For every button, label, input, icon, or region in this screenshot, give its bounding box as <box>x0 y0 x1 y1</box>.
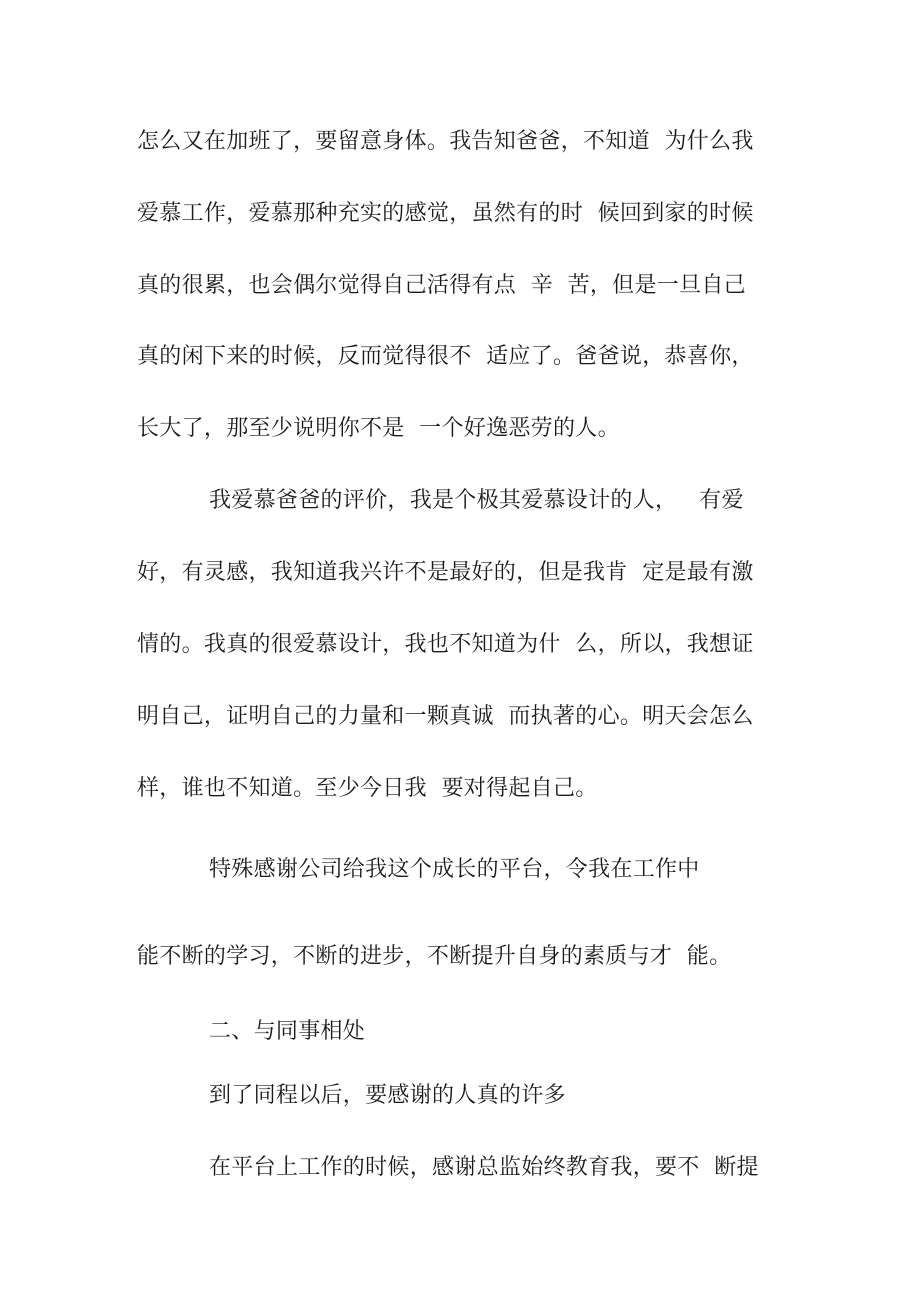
text-line: 真的很累，也会偶尔觉得自己活得有点 辛 苦，但是一旦自己 <box>137 273 746 298</box>
text-line: 长大了，那至少说明你不是 一个好逸恶劳的人。 <box>137 416 620 441</box>
text-line: 好，有灵感，我知道我兴许不是最好的，但是我肯 定是最有激 <box>137 560 754 585</box>
text-line: 样，谁也不知道。至少今日我 要对得起自己。 <box>137 776 598 801</box>
text-line: 我爱慕爸爸的评价，我是个极其爱慕设计的人， 有爱 <box>209 488 744 513</box>
text-line: 怎么又在加班了，要留意身体。我告知爸爸，不知道 为什么我 <box>137 129 754 154</box>
text-line: 在平台上工作的时候，感谢总监始终教育我，要不 断提 <box>209 1155 759 1180</box>
text-line: 特殊感谢公司给我这个成长的平台，令我在工作中 <box>209 857 700 882</box>
text-line: 能不断的学习，不断的进步，不断提升自身的素质与才 能。 <box>137 944 732 969</box>
text-line: 明自己，证明自己的力量和一颗真诚 而执著的心。明天会怎么 <box>137 704 754 729</box>
text-line: 情的。我真的很爱慕设计，我也不知道为什 么，所以，我想证 <box>137 632 754 657</box>
text-line: 真的闲下来的时候，反而觉得很不 适应了。爸爸说，恭喜你， <box>137 344 754 369</box>
text-line: 爱慕工作，爱慕那种充实的感觉，虽然有的时 候回到家的时候 <box>137 201 754 226</box>
text-line: 到了同程以后，要感谢的人真的许多 <box>209 1083 566 1108</box>
section-heading: 二、与同事相处 <box>209 1019 366 1044</box>
